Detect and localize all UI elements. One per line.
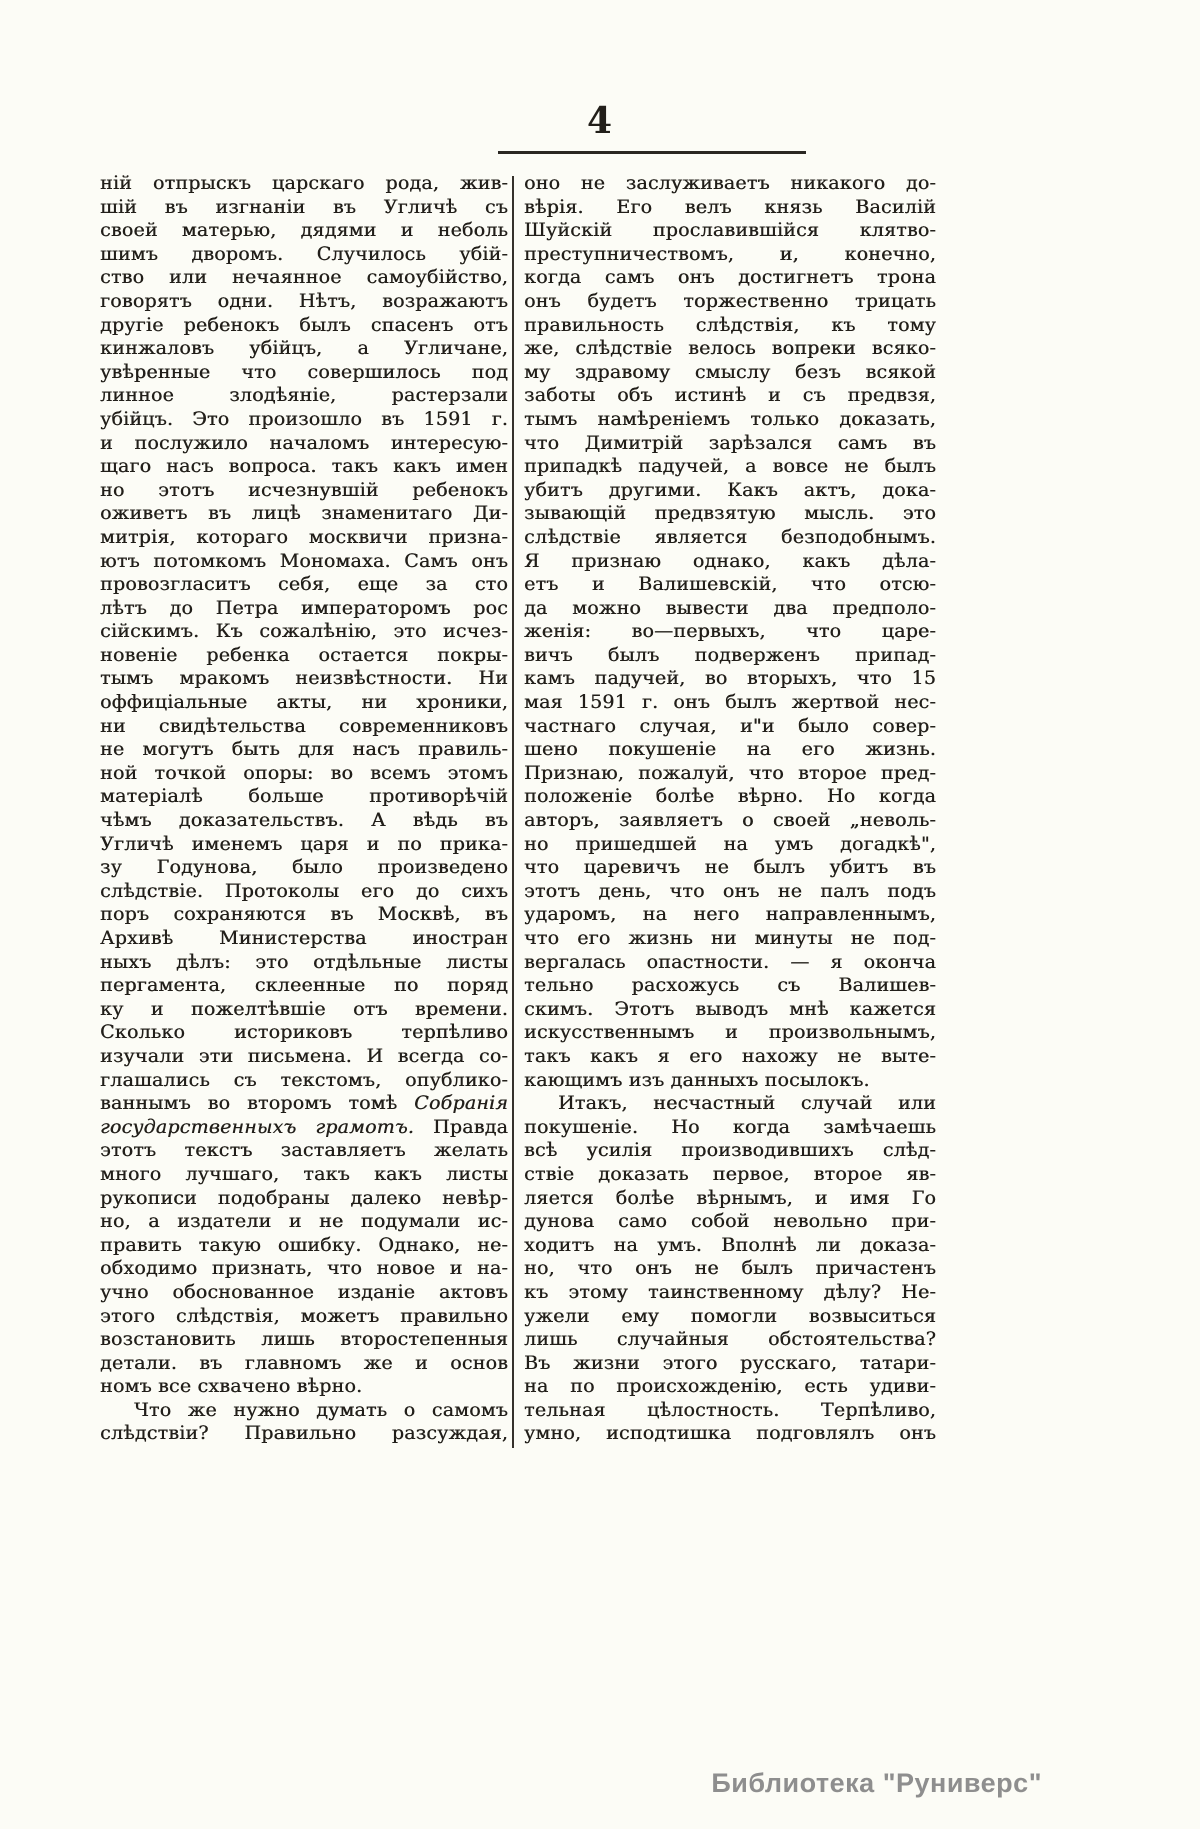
text-line: чѣмъ доказательствъ. А вѣдь въ	[100, 809, 508, 832]
text-line: ударомъ, на него направленнымъ,	[524, 903, 936, 926]
text-line: Итакъ, несчастный случай или	[558, 1092, 936, 1115]
text-line: искусственнымъ и произвольнымъ,	[524, 1021, 936, 1044]
text-line: изучали эти письмена. И всегда со-	[100, 1044, 508, 1067]
text-line: на по происхожденію, есть удиви-	[524, 1375, 936, 1398]
column-right	[524, 172, 936, 1446]
text-line: учно обоснованное изданіе актовъ	[100, 1280, 508, 1303]
text-line: слѣдствіе является безподобнымъ.	[524, 525, 936, 548]
text-line: обходимо признать, что новое и на-	[100, 1257, 508, 1280]
text-line: Что же нужно думать о самомъ	[134, 1398, 508, 1421]
text-line: тымъ мракомъ неизвѣстности. Ни	[100, 667, 508, 690]
text-line: что его жизнь ни минуты не под-	[524, 927, 936, 949]
text-line: положеніе болѣе вѣрно. Но когда	[524, 785, 936, 808]
text-line: увѣренные что совершилось под	[100, 360, 508, 383]
text-line: рукописи подобраны далеко невѣр-	[100, 1186, 508, 1209]
text-line: Сколько историковъ терпѣливо	[100, 1021, 508, 1044]
text-line: мая 1591 г. онъ былъ жертвой нес-	[524, 691, 936, 714]
page-number: 4	[586, 100, 614, 142]
text-line: же, слѣдствіе велось вопреки всяко-	[524, 337, 936, 360]
text-line: къ этому таинственному дѣлу? Не-	[524, 1280, 936, 1303]
text-line: кающимъ изъ данныхъ посылокъ.	[524, 1068, 870, 1091]
text-line: камъ падучей, во вторыхъ, что 15	[524, 667, 936, 690]
text-line: не могутъ быть для насъ правиль-	[100, 738, 508, 761]
text-line: етъ и Валишевскій, что отсю-	[524, 573, 936, 596]
text-line: Шуйскій прославившійся клятво-	[524, 219, 936, 242]
text-line: онъ будетъ торжественно трицать	[524, 289, 936, 312]
text-line: да можно вывести два предполо-	[524, 596, 936, 619]
text-line: ной точкой опоры: во всемъ этомъ	[100, 761, 508, 784]
text-line: линное злодѣяніе, растерзали	[100, 384, 508, 407]
text-line: что царевичъ не былъ убитъ въ	[524, 856, 936, 879]
text-line: правильность слѣдствія, къ тому	[524, 313, 936, 336]
header-rule	[498, 151, 806, 154]
text-line: му здравому смыслу безъ всякой	[524, 360, 936, 383]
text-line: частнаго случая, и"и было совер-	[524, 714, 936, 737]
text-line: ляется болѣе вѣрнымъ, и имя Го	[524, 1186, 936, 1209]
text-line: этого слѣдствія, можетъ правильно	[100, 1304, 508, 1327]
text-line: провозгласитъ себя, еще за сто	[100, 573, 508, 596]
text-line: глашались съ текстомъ, опублико-	[100, 1068, 508, 1091]
text-line: Я признаю однако, какъ дѣла-	[524, 549, 936, 572]
text-line: шій въ изгнаніи въ Угличѣ съ	[100, 195, 508, 218]
text-line: матеріалѣ больше противорѣчій	[100, 785, 508, 808]
text-line: этотъ день, что онъ не палъ подъ	[524, 879, 936, 902]
text-line: сійскимъ. Къ сожалѣнію, это исчез-	[100, 620, 508, 643]
text-line: но пришедшей на умъ догадкѣ",	[524, 832, 936, 855]
text-line: женія: во—первыхъ, что царе-	[524, 620, 936, 643]
text-line: ство или нечаянное самоубійство,	[100, 266, 508, 289]
text-line: много лучшаго, такъ какъ листы	[100, 1162, 508, 1185]
text-line: ужели ему помогли возвыситься	[524, 1304, 936, 1327]
column-left	[100, 172, 508, 1446]
text-line: покушеніе. Но когда замѣчаешь	[524, 1115, 936, 1138]
text-line: кинжаловъ убійцъ, а Угличане,	[100, 337, 508, 360]
text-line: другіе ребенокъ былъ спасенъ отъ	[100, 313, 508, 336]
text-line: ютъ потомкомъ Мономаха. Самъ онъ	[100, 549, 508, 572]
text-line: ній отпрыскъ царскаго рода, жив-	[100, 172, 508, 194]
text-line: митрія, котораго москвичи призна-	[100, 525, 508, 548]
text-line: что Димитрій зарѣзался самъ въ	[524, 431, 936, 454]
text-line: ствіе доказать первое, второе яв-	[524, 1162, 936, 1185]
text-line: пергамента, склеенные по поряд	[100, 974, 508, 997]
text-line: слѣдствіе. Протоколы его до сихъ	[100, 879, 508, 902]
text-line: но, а издатели и не подумали ис-	[100, 1210, 508, 1233]
text-line: но этотъ исчезнувшій ребенокъ	[100, 478, 508, 501]
text-line: оживетъ въ лицѣ знаменитаго Ди-	[100, 502, 508, 525]
text-line: убійцъ. Это произошло въ 1591 г.	[100, 407, 508, 430]
text-line: но, что онъ не былъ причастенъ	[524, 1257, 936, 1280]
text-line: говорятъ одни. Нѣтъ, возражаютъ	[100, 289, 508, 312]
text-line: Въ жизни этого русскаго, татари-	[524, 1351, 936, 1374]
text-line: дунова само собой невольно при-	[524, 1210, 936, 1233]
text-line: тымъ намѣреніемъ только доказать,	[524, 407, 936, 430]
text-line: слѣдствіи? Правильно разсуждая,	[100, 1422, 508, 1445]
text-line: ни свидѣтельства современниковъ	[100, 714, 508, 737]
text-line: убитъ другими. Какъ актъ, дока-	[524, 478, 936, 501]
text-line: этотъ текстъ заставляетъ желать	[100, 1139, 508, 1162]
text-line: оно не заслуживаетъ никакого до-	[524, 172, 936, 194]
text-line: ку и пожелтѣвшіе отъ времени.	[100, 997, 508, 1020]
text-line: лѣтъ до Петра императоромъ рос	[100, 596, 508, 619]
text-line: такъ какъ я его нахожу не выте-	[524, 1044, 936, 1067]
text-line: тельно расхожусь съ Валишев-	[524, 974, 936, 997]
text-line: зывающій предвзятую мысль. это	[524, 502, 936, 525]
text-line: заботы объ истинѣ и съ предвзя,	[524, 384, 936, 407]
text-line: возстановить лишь второстепенныя	[100, 1328, 508, 1351]
text-line: ходитъ на умъ. Вполнѣ ли доказа-	[524, 1233, 936, 1256]
text-line: скимъ. Этотъ выводъ мнѣ кажется	[524, 997, 936, 1020]
text-line: когда самъ онъ достигнетъ трона	[524, 266, 936, 289]
text-line: Признаю, пожалуй, что второе пред-	[524, 761, 936, 784]
library-watermark: Библиотека "Руниверс"	[711, 1768, 1042, 1798]
text-line: вѣрія. Его велъ князь Василій	[524, 195, 936, 218]
text-line: шимъ дворомъ. Случилось убій-	[100, 242, 508, 265]
text-line: зу Годунова, было произведено	[100, 856, 508, 879]
text-line: авторъ, заявляетъ о своей „неволь-	[524, 809, 936, 832]
text-line: лишь случайныя обстоятельства?	[524, 1328, 936, 1351]
text-line: умно, исподтишка подговлялъ онъ	[524, 1422, 936, 1445]
text-line: и послужило началомъ интересую-	[100, 431, 508, 454]
text-line: припадкѣ падучей, а вовсе не былъ	[524, 455, 936, 478]
column-divider	[512, 176, 514, 1448]
text-line: Угличѣ именемъ царя и по прика-	[100, 832, 508, 855]
text-line: всѣ усилія производившихъ слѣд-	[524, 1139, 936, 1162]
text-line: поръ сохраняются въ Москвѣ, въ	[100, 903, 508, 926]
text-line: ныхъ дѣлъ: это отдѣльные листы	[100, 950, 508, 973]
text-line: вергалась опастности. — я оконча	[524, 950, 936, 973]
text-line: номъ все схвачено вѣрно.	[100, 1375, 363, 1398]
text-line: вичъ былъ подверженъ припад-	[524, 643, 936, 666]
text-line: шено покушеніе на его жизнь.	[524, 738, 936, 761]
text-line: новеніе ребенка остается покры-	[100, 643, 508, 666]
text-line: государственныхъ грамотъ. Правда	[100, 1115, 508, 1138]
text-line: щаго насъ вопроса. такъ какъ имен	[100, 455, 508, 478]
text-line: ваннымъ во второмъ томѣ Собранія	[100, 1092, 508, 1115]
text-line: своей матерью, дядями и неболь	[100, 219, 508, 242]
text-line: править такую ошибку. Однако, не-	[100, 1233, 508, 1256]
text-line: преступничествомъ, и, конечно,	[524, 242, 936, 265]
text-line: Архивѣ Министерства иностран	[100, 927, 508, 949]
text-line: тельная цѣлостность. Терпѣливо,	[524, 1398, 936, 1421]
text-line: детали. въ главномъ же и основ	[100, 1351, 508, 1374]
text-line: оффиціальные акты, ни хроники,	[100, 691, 508, 714]
